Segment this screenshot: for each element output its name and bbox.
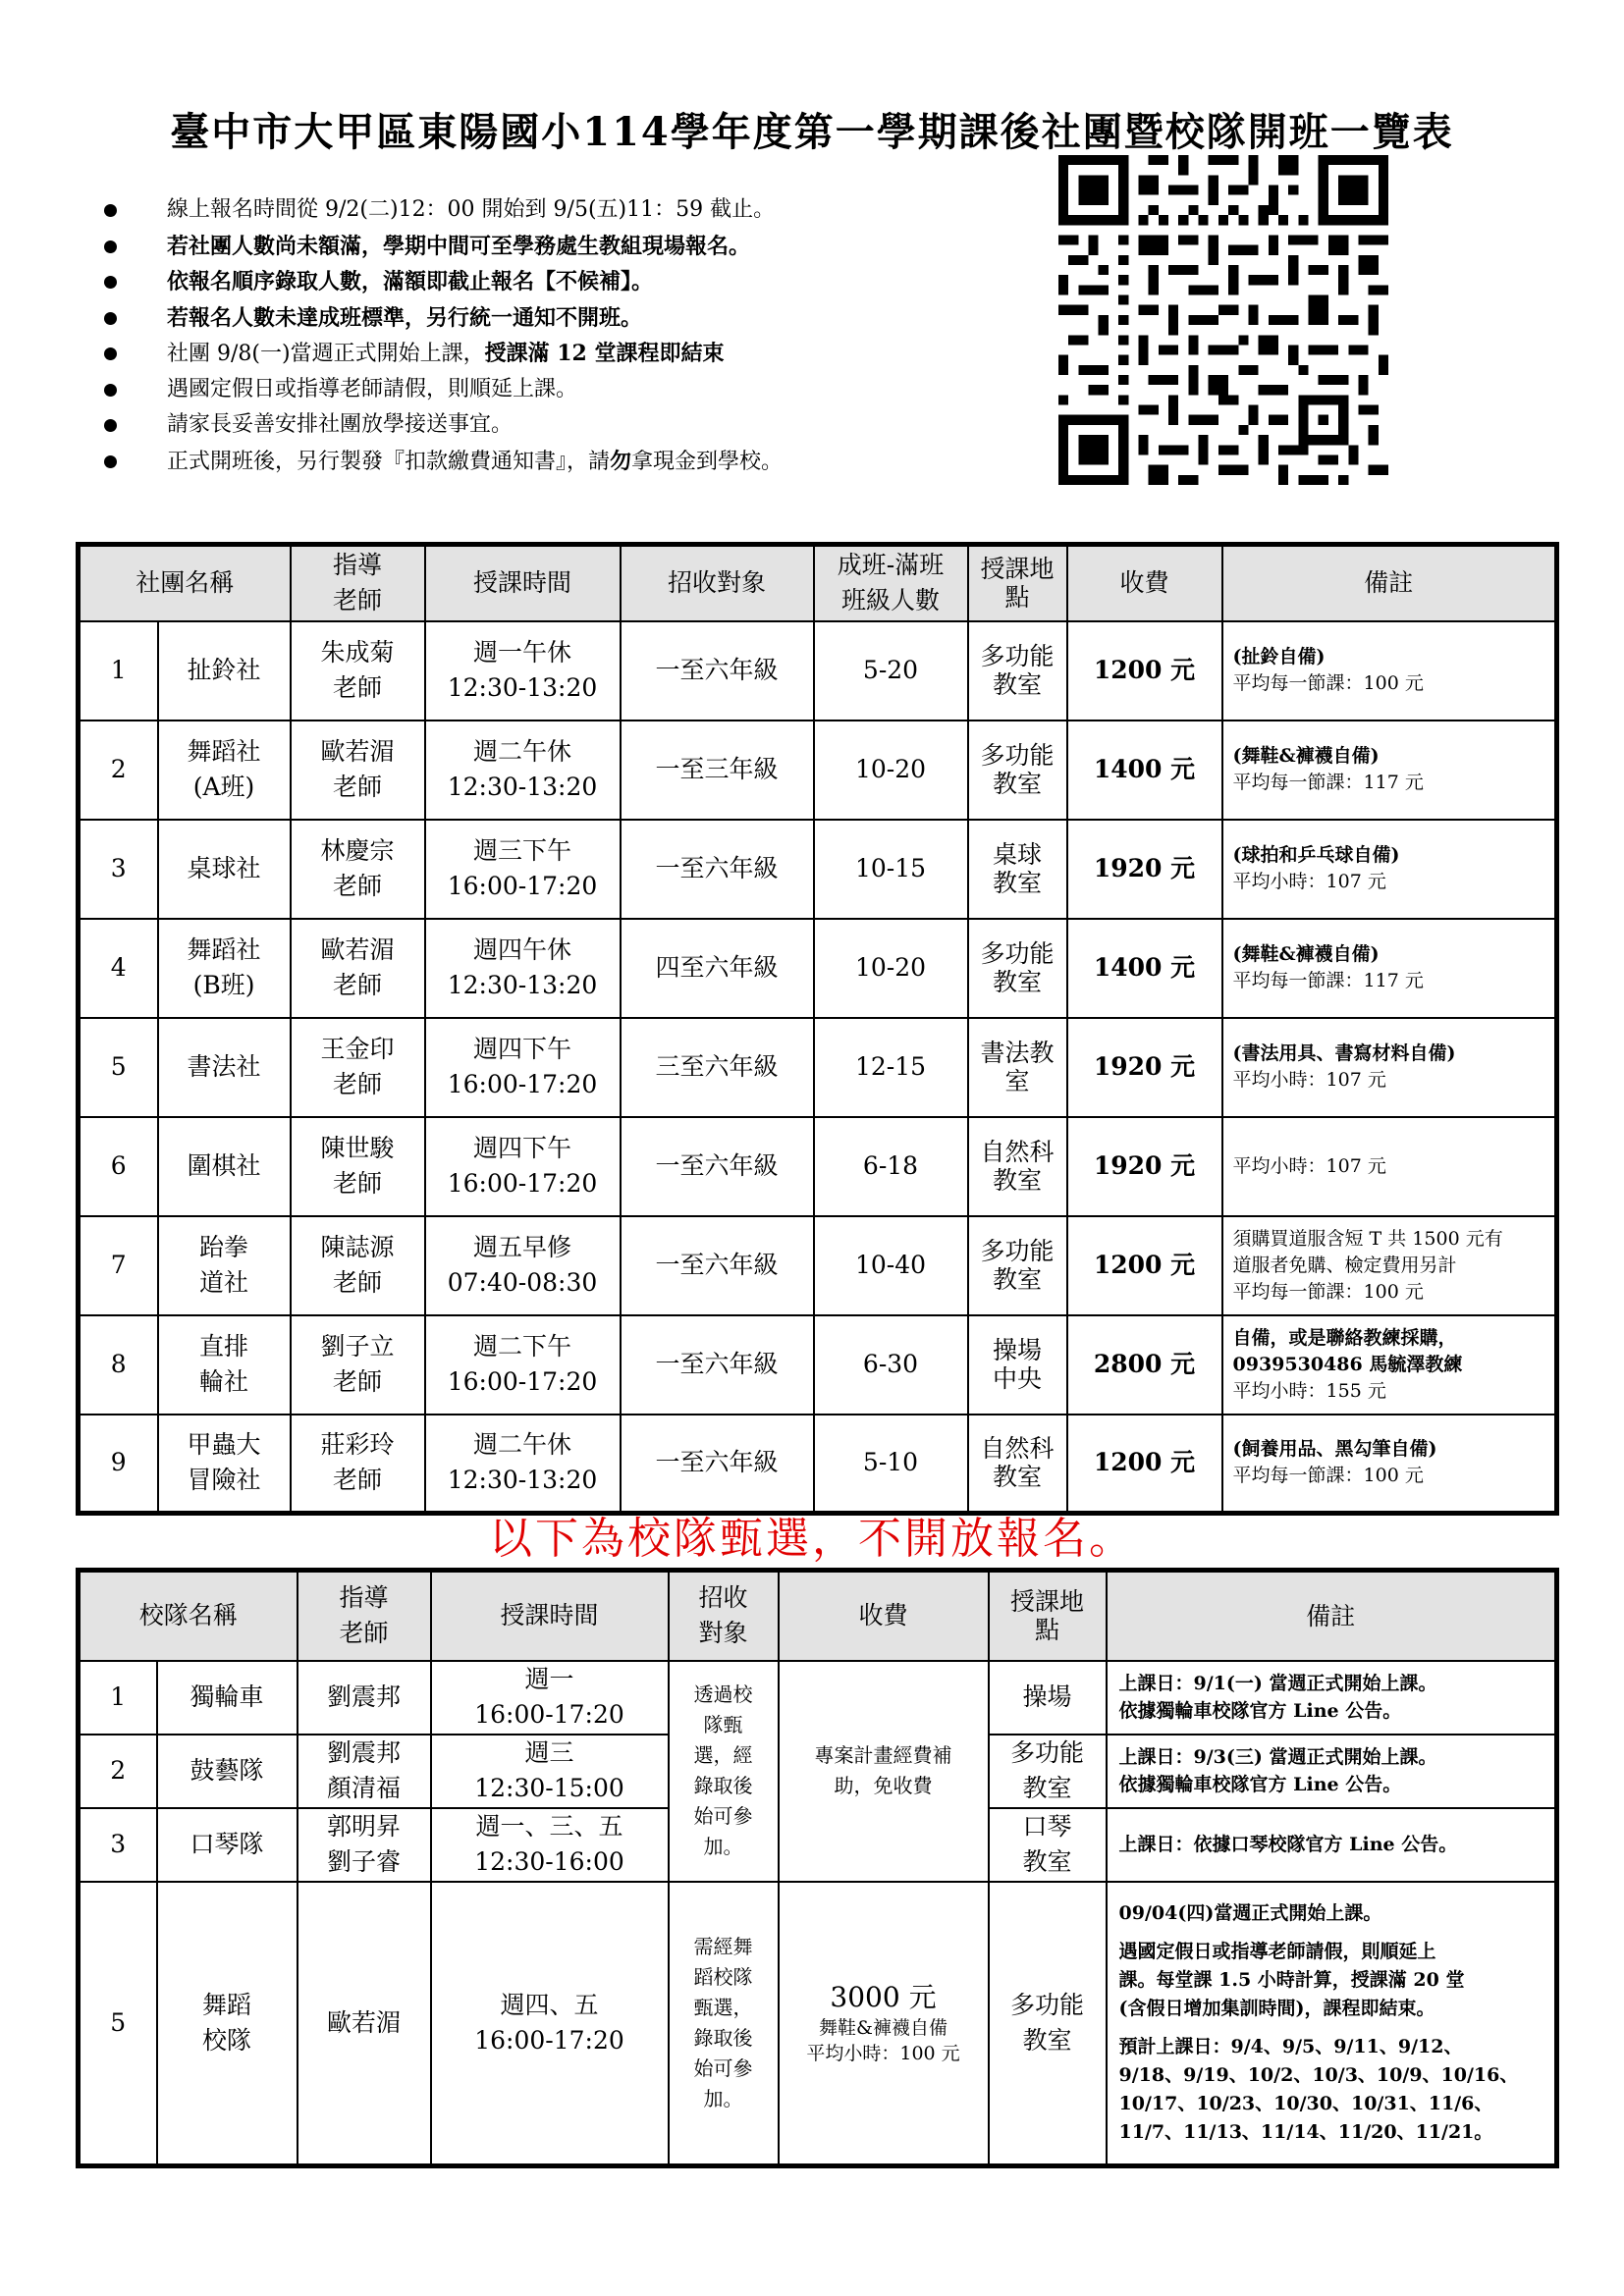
team-name: 口琴隊 xyxy=(157,1808,298,1882)
club-time: 週四午休 12:30-13:20 xyxy=(425,919,621,1018)
club-target: 一至六年級 xyxy=(621,1315,814,1415)
header-place: 授課地 點 xyxy=(968,545,1067,621)
team-note: 上課日：依據口琴校隊官方 Line 公告。 xyxy=(1107,1808,1557,1882)
row-number: 6 xyxy=(79,1117,158,1216)
club-name: 書法社 xyxy=(158,1018,291,1117)
team-time: 週四、五 16:00-17:20 xyxy=(431,1882,669,2166)
club-fee: 2800 元 xyxy=(1067,1315,1222,1415)
team-teacher: 歐若湄 xyxy=(298,1882,431,2166)
header-target: 招收 對象 xyxy=(669,1571,779,1661)
header-teacher: 指導 老師 xyxy=(298,1571,431,1661)
club-time: 週三下午 16:00-17:20 xyxy=(425,820,621,919)
club-teacher: 陳誌源 老師 xyxy=(291,1216,425,1315)
notice-item: 若社團人數尚未額滿，學期中間可至學務處生教組現場報名。 xyxy=(98,229,1031,265)
club-name: 舞蹈社 (B班) xyxy=(158,919,291,1018)
team-teacher: 劉震邦 xyxy=(298,1661,431,1735)
club-target: 一至六年級 xyxy=(621,1117,814,1216)
club-row xyxy=(79,820,1557,919)
club-fee: 1200 元 xyxy=(1067,621,1222,721)
club-teacher: 歐若湄 老師 xyxy=(291,721,425,820)
club-target: 一至六年級 xyxy=(621,1415,814,1514)
club-name: 圍棋社 xyxy=(158,1117,291,1216)
team-name: 舞蹈 校隊 xyxy=(157,1882,298,2166)
club-note: (球拍和乒乓球自備) 平均小時：107 元 xyxy=(1222,820,1557,919)
header-note: 備註 xyxy=(1222,545,1557,621)
club-row xyxy=(79,1415,1557,1514)
row-number: 3 xyxy=(79,820,158,919)
team-note: 上課日：9/1(一) 當週正式開始上課。 依據獨輪車校隊官方 Line 公告。 xyxy=(1107,1661,1557,1735)
club-target: 一至六年級 xyxy=(621,820,814,919)
team-note: 09/04(四)當週正式開始上課。 遇國定假日或指導老師請假，則順延上 課。每堂課 1.5 小時計算，授課滿 20 堂 (含假日增加集訓時間)，課程即結束。 預計上課日：9/4、9/5、9/11、9/12、 9/18、9/19、10/2、10/3、10/9、10/16、 10/17、10/23、10/30、10/31、11/6、 11/7、11/13、11/14、11/20、11/21。 xyxy=(1107,1882,1557,2166)
club-teacher: 朱成菊 老師 xyxy=(291,621,425,721)
club-target: 三至六年級 xyxy=(621,1018,814,1117)
club-target: 四至六年級 xyxy=(621,919,814,1018)
header-name: 社團名稱 xyxy=(79,545,291,621)
club-size: 12-15 xyxy=(814,1018,968,1117)
team-note: 上課日：9/3(三) 當週正式開始上課。 依據獨輪車校隊官方 Line 公告。 xyxy=(1107,1735,1557,1808)
club-row xyxy=(79,1117,1557,1216)
team-section-title: 以下為校隊甄選，不開放報名。 xyxy=(489,1514,1135,1564)
club-size: 5-10 xyxy=(814,1415,968,1514)
club-note: (飼養用品、黑勾筆自備) 平均每一節課：100 元 xyxy=(1222,1415,1557,1514)
club-name: 跆拳 道社 xyxy=(158,1216,291,1315)
club-size: 10-15 xyxy=(814,820,968,919)
club-size: 6-18 xyxy=(814,1117,968,1216)
row-number: 1 xyxy=(79,1661,157,1735)
header-time: 授課時間 xyxy=(431,1571,669,1661)
club-time: 週二午休 12:30-13:20 xyxy=(425,721,621,820)
club-teacher: 陳世駿 老師 xyxy=(291,1117,425,1216)
header-teacher: 指導 老師 xyxy=(291,545,425,621)
club-fee: 1200 元 xyxy=(1067,1216,1222,1315)
team-place: 多功能 教室 xyxy=(989,1735,1107,1808)
team-time: 週一、三、五 12:30-16:00 xyxy=(431,1808,669,1882)
row-number: 4 xyxy=(79,919,158,1018)
club-fee: 1920 元 xyxy=(1067,1018,1222,1117)
club-fee: 1400 元 xyxy=(1067,721,1222,820)
club-row xyxy=(79,621,1557,721)
club-target: 一至六年級 xyxy=(621,621,814,721)
team-row xyxy=(79,1882,1557,2166)
row-number: 3 xyxy=(79,1808,157,1882)
club-time: 週四下午 16:00-17:20 xyxy=(425,1018,621,1117)
club-place: 多功能 教室 xyxy=(968,919,1067,1018)
club-teacher: 歐若湄 老師 xyxy=(291,919,425,1018)
club-name: 甲蟲大 冒險社 xyxy=(158,1415,291,1514)
club-row xyxy=(79,721,1557,820)
club-time: 週四下午 16:00-17:20 xyxy=(425,1117,621,1216)
team-place: 操場 xyxy=(989,1661,1107,1735)
club-teacher: 莊彩玲 老師 xyxy=(291,1415,425,1514)
club-time: 週二午休 12:30-13:20 xyxy=(425,1415,621,1514)
club-header-row xyxy=(79,545,1557,621)
club-time: 週二下午 16:00-17:20 xyxy=(425,1315,621,1415)
header-size: 成班-滿班 班級人數 xyxy=(814,545,968,621)
club-teacher: 劉子立 老師 xyxy=(291,1315,425,1415)
bullet-icon xyxy=(104,204,117,217)
team-name: 鼓藝隊 xyxy=(157,1735,298,1808)
club-place: 多功能 教室 xyxy=(968,1216,1067,1315)
club-size: 10-40 xyxy=(814,1216,968,1315)
club-note: 自備，或是聯絡教練採購， 0939530486 馬毓澤教練 平均小時：155 元 xyxy=(1222,1315,1557,1415)
team-place: 口琴 教室 xyxy=(989,1808,1107,1882)
club-time: 週五早修 07:40-08:30 xyxy=(425,1216,621,1315)
club-target: 一至三年級 xyxy=(621,721,814,820)
team-time: 週三 12:30-15:00 xyxy=(431,1735,669,1808)
row-number: 2 xyxy=(79,1735,157,1808)
header-target: 招收對象 xyxy=(621,545,814,621)
team-fee: 3000 元 舞鞋&褲襪自備 平均小時：100 元 xyxy=(779,1882,989,2166)
club-table xyxy=(76,542,1559,1516)
club-fee: 1200 元 xyxy=(1067,1415,1222,1514)
club-place: 多功能 教室 xyxy=(968,621,1067,721)
team-teacher: 郭明昇 劉子睿 xyxy=(298,1808,431,1882)
bullet-icon xyxy=(104,419,117,432)
club-place: 書法教 室 xyxy=(968,1018,1067,1117)
club-note: (舞鞋&褲襪自備) 平均每一節課：117 元 xyxy=(1222,721,1557,820)
club-size: 10-20 xyxy=(814,919,968,1018)
page-title: 臺中市大甲區東陽國小114學年度第一學期課後社團暨校隊開班一覽表 xyxy=(170,109,1454,155)
club-place: 多功能 教室 xyxy=(968,721,1067,820)
club-fee: 1400 元 xyxy=(1067,919,1222,1018)
club-name: 舞蹈社 (A班) xyxy=(158,721,291,820)
bullet-icon xyxy=(104,384,117,397)
club-fee: 1920 元 xyxy=(1067,820,1222,919)
club-time: 週一午休 12:30-13:20 xyxy=(425,621,621,721)
club-place: 自然科 教室 xyxy=(968,1415,1067,1514)
bullet-icon xyxy=(104,276,117,289)
row-number: 8 xyxy=(79,1315,158,1415)
header-name: 校隊名稱 xyxy=(79,1571,298,1661)
club-size: 6-30 xyxy=(814,1315,968,1415)
club-fee: 1920 元 xyxy=(1067,1117,1222,1216)
club-note: (書法用具、書寫材料自備) 平均小時：107 元 xyxy=(1222,1018,1557,1117)
notice-item: 請家長妥善安排社團放學接送事宜。 xyxy=(98,407,1031,444)
club-note: 平均小時：107 元 xyxy=(1222,1117,1557,1216)
team-table xyxy=(76,1568,1559,2168)
notice-item: 若報名人數未達成班標準，另行統一通知不開班。 xyxy=(98,300,1031,337)
club-note: (扯鈴自備) 平均每一節課：100 元 xyxy=(1222,621,1557,721)
club-place: 自然科 教室 xyxy=(968,1117,1067,1216)
club-place: 桌球 教室 xyxy=(968,820,1067,919)
row-number: 2 xyxy=(79,721,158,820)
notice-item: 依報名順序錄取人數，滿額即截止報名【不候補】。 xyxy=(98,264,1031,300)
club-name: 直排 輪社 xyxy=(158,1315,291,1415)
club-row xyxy=(79,1018,1557,1117)
club-target: 一至六年級 xyxy=(621,1216,814,1315)
notice-item: 正式開班後，另行製發『扣款繳費通知書』，請勿拿現金到學校。 xyxy=(98,444,1031,480)
team-target: 需經舞 蹈校隊 甄選， 錄取後 始可參 加。 xyxy=(669,1882,779,2166)
team-header-row xyxy=(79,1571,1557,1661)
notice-item: 遇國定假日或指導老師請假，則順延上課。 xyxy=(98,372,1031,408)
club-name: 扯鈴社 xyxy=(158,621,291,721)
header-note: 備註 xyxy=(1107,1571,1557,1661)
club-note: 須購買道服含短 T 共 1500 元有 道服者免購、檢定費用另計 平均每一節課：100 元 xyxy=(1222,1216,1557,1315)
club-name: 桌球社 xyxy=(158,820,291,919)
club-note: (舞鞋&褲襪自備) 平均每一節課：117 元 xyxy=(1222,919,1557,1018)
team-place: 多功能 教室 xyxy=(989,1882,1107,2166)
team-time: 週一 16:00-17:20 xyxy=(431,1661,669,1735)
row-number: 9 xyxy=(79,1415,158,1514)
row-number: 5 xyxy=(79,1018,158,1117)
club-row xyxy=(79,919,1557,1018)
notice-item: 社團 9/8(一)當週正式開始上課，授課滿 12 堂課程即結束 xyxy=(98,336,1031,372)
team-teacher: 劉震邦 顏清福 xyxy=(298,1735,431,1808)
header-fee: 收費 xyxy=(1067,545,1222,621)
row-number: 1 xyxy=(79,621,158,721)
bullet-icon xyxy=(104,347,117,360)
team-fee: 專案計畫經費補 助，免收費 xyxy=(779,1661,989,1882)
row-number: 5 xyxy=(79,1882,157,2166)
club-row xyxy=(79,1216,1557,1315)
notice-item: 線上報名時間從 9/2(二)12：00 開始到 9/5(五)11：59 截止。 xyxy=(98,192,1031,229)
club-row xyxy=(79,1315,1557,1415)
team-name: 獨輪車 xyxy=(157,1661,298,1735)
club-teacher: 王金印 老師 xyxy=(291,1018,425,1117)
registration-qr-code[interactable] xyxy=(1058,155,1388,485)
team-row xyxy=(79,1661,1557,1735)
bullet-icon xyxy=(104,455,117,468)
club-size: 5-20 xyxy=(814,621,968,721)
bullet-icon xyxy=(104,312,117,325)
header-place: 授課地 點 xyxy=(989,1571,1107,1661)
bullet-icon xyxy=(104,240,117,253)
header-time: 授課時間 xyxy=(425,545,621,621)
club-size: 10-20 xyxy=(814,721,968,820)
team-target: 透過校 隊甄 選，經 錄取後 始可參 加。 xyxy=(669,1661,779,1882)
row-number: 7 xyxy=(79,1216,158,1315)
notice-list xyxy=(98,192,1031,479)
club-place: 操場 中央 xyxy=(968,1315,1067,1415)
header-fee: 收費 xyxy=(779,1571,989,1661)
club-teacher: 林慶宗 老師 xyxy=(291,820,425,919)
